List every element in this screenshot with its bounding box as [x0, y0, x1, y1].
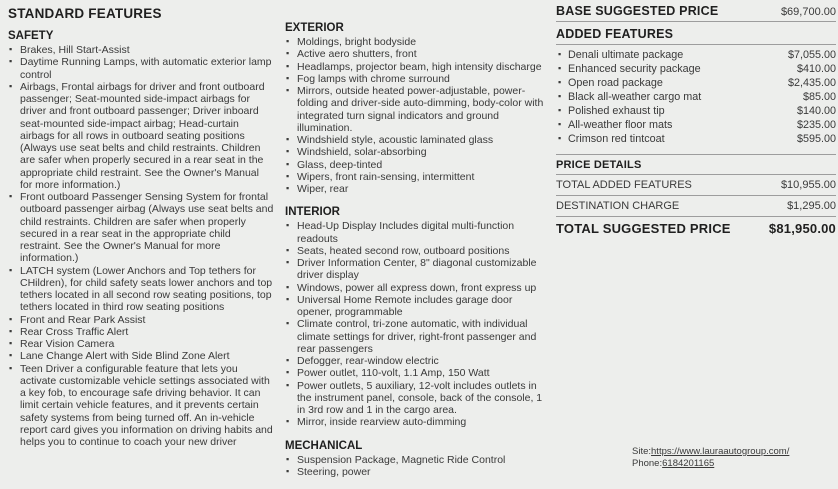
total-suggested-price-value: $81,950.00 [768, 221, 836, 236]
added-features-heading: ADDED FEATURES [556, 22, 836, 45]
base-price-row [556, 0, 836, 22]
destination-charge-label: DESTINATION CHARGE [556, 200, 680, 212]
base-price-label: BASE SUGGESTED PRICE [556, 4, 719, 18]
page-title: STANDARD FEATURES [8, 6, 162, 21]
added-feature-label: ▪ Open road package [556, 76, 663, 90]
added-feature-label: ▪ Polished exhaust tip [556, 104, 665, 118]
added-feature-row [556, 118, 836, 132]
features-column-middle [285, 22, 548, 489]
added-feature-label: ▪ All-weather floor mats [556, 118, 672, 132]
added-feature-label: ▪ Crimson red tintcoat [556, 132, 665, 146]
interior-feature-list [285, 220, 548, 428]
site-label: Site: [632, 446, 652, 457]
section-exterior-title: EXTERIOR [285, 22, 344, 34]
exterior-feature-list [285, 36, 548, 195]
feature-item: ▪ Driver Information Center, 8" diagonal customizable driver display [285, 257, 548, 282]
phone-link[interactable]: 6184201165 [662, 457, 715, 469]
feature-item: ▪ Airbags, Frontal airbags for driver and front outboard passenger; Seat-mounted side-impact airbags for driver and front outboard passenger; Driver inboard seat-mounted side-impact airbag; Head-curtain airbags for all rows in outboard seating positions (Always use seat belts and child restraints. Children are safer when properly secured in a rear seat in the appropriate child restraint. See the Owner's Manual for more information.) [8, 81, 274, 191]
total-added-label: TOTAL ADDED FEATURES [556, 179, 692, 191]
feature-item: ▪ Windshield style, acoustic laminated glass [285, 134, 548, 146]
added-feature-label: ▪ Denali ultimate package [556, 48, 683, 62]
added-feature-value: $2,435.00 [787, 77, 836, 89]
section-mechanical [285, 440, 548, 479]
feature-item: ▪ Windshield, solar-absorbing [285, 146, 548, 158]
section-safety [8, 30, 274, 448]
added-feature-row [556, 76, 836, 90]
added-feature-value: $7,055.00 [787, 49, 836, 61]
feature-item: ▪ Universal Home Remote includes garage door opener, programmable [285, 294, 548, 319]
feature-item: ▪ Rear Cross Traffic Alert [8, 326, 274, 338]
features-column-left [8, 6, 274, 459]
destination-charge-value: $1,295.00 [787, 200, 836, 212]
section-exterior [285, 22, 548, 195]
price-panel [556, 0, 836, 240]
feature-item: ▪ Headlamps, projector beam, high intensity discharge [285, 61, 548, 73]
feature-item: ▪ Front and Rear Park Assist [8, 314, 274, 326]
added-feature-value: $410.00 [796, 63, 836, 75]
feature-item: ▪ LATCH system (Lower Anchors and Top tethers for CHildren), for child safety seats lower anchors and top tethers located in all second row seating positions, top tethers located in third row seating positions [8, 265, 274, 314]
site-link[interactable]: https://www.lauraautogroup.com/ [651, 446, 790, 457]
feature-item: ▪ Mirror, inside rearview auto-dimming [285, 416, 548, 428]
feature-item: ▪ Active aero shutters, front [285, 48, 548, 60]
feature-item: ▪ Power outlet, 110-volt, 1.1 Amp, 150 Watt [285, 367, 548, 379]
price-details-heading: PRICE DETAILS [556, 154, 836, 175]
added-feature-label: ▪ Enhanced security package [556, 62, 701, 76]
feature-item: ▪ Fog lamps with chrome surround [285, 73, 548, 85]
feature-item: ▪ Mirrors, outside heated power-adjustable, power-folding and driver-side auto-dimming, body-color with integrated turn signal indicators and ground illumination. [285, 85, 548, 134]
feature-item: ▪ Glass, deep-tinted [285, 159, 548, 171]
section-interior-title: INTERIOR [285, 206, 340, 219]
added-feature-row [556, 62, 836, 76]
feature-item: ▪ Head-Up Display Includes digital multi-function readouts [285, 220, 548, 245]
safety-feature-list [8, 44, 274, 448]
mechanical-feature-list [285, 454, 548, 479]
feature-item: ▪ Windows, power all express down, front express up [285, 282, 548, 294]
feature-item: ▪ Daytime Running Lamps, with automatic exterior lamp control [8, 56, 274, 81]
feature-item: ▪ Wipers, front rain-sensing, intermittent [285, 171, 548, 183]
phone-label: Phone: [632, 457, 663, 469]
feature-item: ▪ Seats, heated second row, outboard positions [285, 245, 548, 257]
added-feature-row [556, 48, 836, 62]
section-safety-title: SAFETY [8, 30, 54, 42]
destination-charge-row [556, 196, 836, 217]
feature-item: ▪ Brakes, Hill Start-Assist [8, 44, 274, 56]
section-mechanical-title: MECHANICAL [285, 439, 363, 452]
feature-item: ▪ Wiper, rear [285, 183, 548, 195]
site-line [632, 446, 789, 458]
feature-item: ▪ Lane Change Alert with Side Blind Zone Alert [8, 350, 274, 362]
added-feature-row [556, 90, 836, 104]
total-suggested-price-label: TOTAL SUGGESTED PRICE [556, 221, 731, 236]
total-added-value: $10,955.00 [780, 179, 836, 191]
added-feature-label: ▪ Black all-weather cargo mat [556, 90, 701, 104]
section-interior [285, 206, 548, 428]
added-feature-value: $140.00 [796, 105, 836, 117]
added-feature-value: $85.00 [802, 91, 836, 103]
added-feature-row [556, 104, 836, 118]
total-suggested-price-row [556, 217, 836, 240]
feature-item: ▪ Suspension Package, Magnetic Ride Control [285, 454, 548, 466]
feature-item: ▪ Defogger, rear-window electric [285, 355, 548, 367]
added-feature-row [556, 132, 836, 146]
phone-line [632, 458, 789, 470]
added-feature-value: $235.00 [796, 119, 836, 131]
total-added-row [556, 175, 836, 196]
feature-item: ▪ Steering, power [285, 466, 548, 478]
feature-item: ▪ Climate control, tri-zone automatic, with individual climate settings for driver, right-front passenger and rear passengers [285, 318, 548, 355]
base-price-value: $69,700.00 [780, 6, 836, 18]
dealer-contact-footer [632, 446, 789, 469]
feature-item: ▪ Front outboard Passenger Sensing System for frontal outboard passenger airbag (Always use seat belts and child restraints. Children are safer when properly secured in a rear seat in the appropriate child restraint. See the Owner's Manual for more information.) [8, 191, 274, 265]
feature-item: ▪ Teen Driver a configurable feature that lets you activate customizable vehicle settings associated with a key fob, to encourage safe driving behavior. It can limit certain vehicle features, and it prevents certain safety systems from being turned off. An in-vehicle report card gives you information on driving habits and helps you to continue to coach your new driver [8, 363, 274, 449]
feature-item: ▪ Rear Vision Camera [8, 338, 274, 350]
feature-item: ▪ Power outlets, 5 auxiliary, 12-volt includes outlets in the instrument panel, console, back of the console, 1 in 3rd row and 1 in the cargo area. [285, 380, 548, 417]
added-features-list [556, 48, 836, 146]
added-feature-value: $595.00 [796, 133, 836, 145]
feature-item: ▪ Moldings, bright bodyside [285, 36, 548, 48]
